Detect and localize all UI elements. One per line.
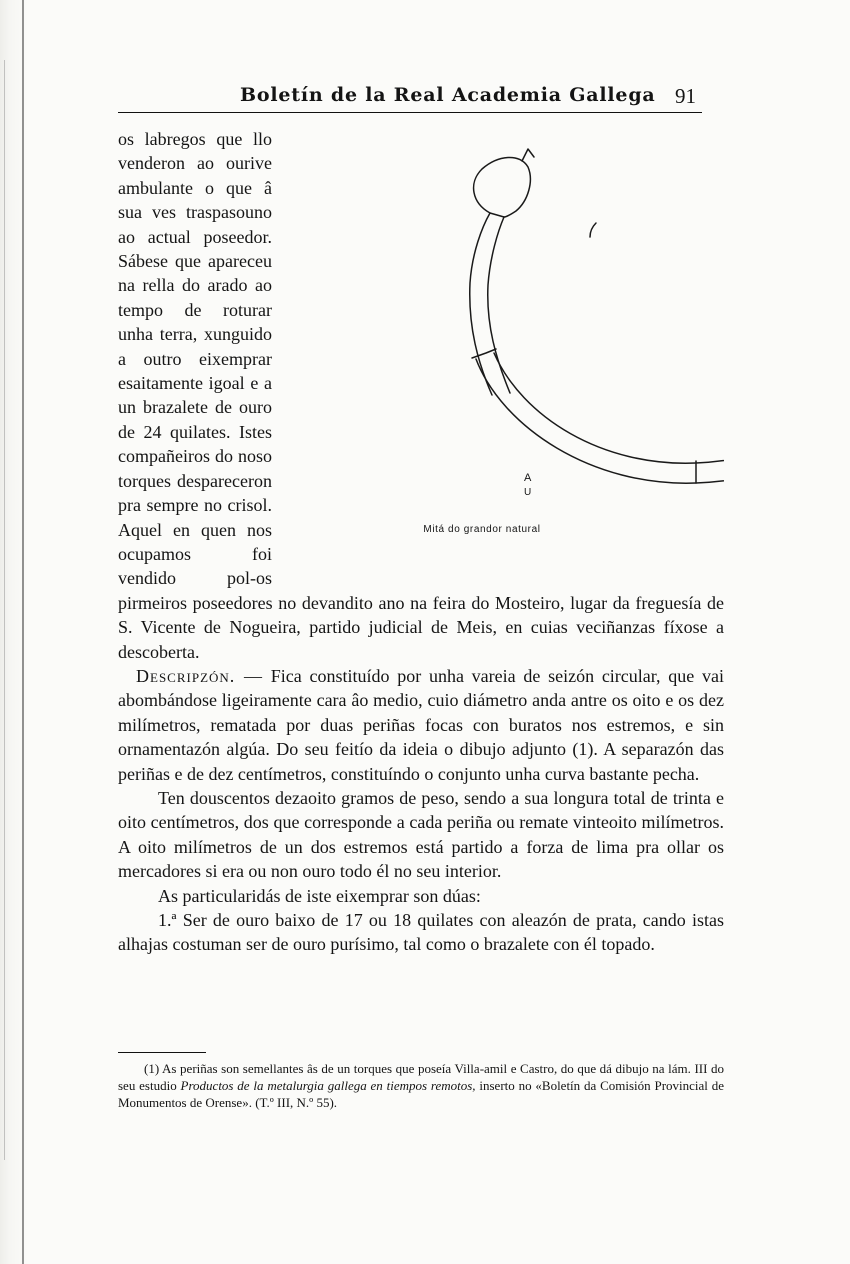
- header-rule: [118, 112, 702, 113]
- scan-binding-line: [22, 0, 24, 1264]
- footnote-marker: (1): [144, 1061, 160, 1076]
- list-number-1: 1.ª: [158, 910, 177, 930]
- torques-left-finial: [474, 157, 531, 217]
- paragraph-3: Ten douscentos dezaoito gramos de peso, sendo a sua longura total de trinta e oito centímetros, dos que corresponde a cada periña ou remate vinteoito milímetros. A oito milímetros de un dos estremos está partido a forza de lima pra ollar os mercadores si era ou non ouro todo él no seu interior.: [118, 787, 724, 882]
- torques-left-arm-inner: [488, 217, 510, 393]
- torques-left-finial-tip: [522, 149, 534, 161]
- list-item-1-text: Ser de ouro baixo de 17 ou 18 quilates con aleazón de prata, cando istas alhajas costuman ser de ouro purísimo, tal como o brazalete con él topado.: [118, 910, 724, 955]
- section-marker-b: U: [524, 487, 532, 498]
- torques-break-line: [472, 349, 496, 358]
- paragraph-4: As particularidás de iste eixemprar son dúas:: [158, 885, 481, 906]
- running-header-title: Boletín de la Real Academia Gallega: [240, 84, 656, 106]
- footnote-rule: [118, 1052, 206, 1053]
- torques-bottom-outer: [476, 359, 724, 483]
- paragraph-5: [118, 908, 724, 957]
- scan-edge-line: [4, 60, 5, 1160]
- paragraph-description: [118, 664, 724, 786]
- footnote-text-after: inserto no «Boletín da Comisión Provincial de Monumentos de Orense». (T.º III, N.º 55).: [118, 1078, 724, 1110]
- footnote: [118, 1060, 724, 1111]
- paragraph-2: Fica constituído por unha vareia de seizón circular, que vai abombándose ligeiramente cara âo medio, cuio diámetro anda antre os oito e os dez milímetros, rematada por duas periñas focas con buratos nos estremos, e sin ornamentazón algúa. Do seu feitío da ideia o dibujo adjunto (1). A separazón das periñas e de dez centímetros, constituíndo o conjunto unha curva bastante pecha.: [118, 665, 724, 784]
- footnote-work-title: Productos de la metalurgia gallega en tiempos remotos,: [180, 1078, 476, 1093]
- description-label: Descripzón. —: [136, 665, 264, 686]
- paragraph-1: os labregos que llo venderon ao ourive ambulante o que â sua ves traspasouno ao actual poseedor. Sábese que apareceu na rella do arado ao tempo de roturar unha terra, xunguido a outro eixemprar esaitamente igoal e a un brazalete de ouro de 24 quilates. Istes compañeiros do noso torques despareceron pra sempre no crisol. Aquel en quen nos ocupamos foi vendido pol-os pirmeiros poseedores no devandito ano na feira do Mosteiro, lugar da freguesía de S. Vicente de Nogueira, partido judicial de Meis, en cuias veciñanzas fíxose a descoberta.: [118, 129, 724, 662]
- section-marker-a: A: [524, 472, 532, 484]
- stray-pen-mark: [590, 223, 596, 237]
- footnote-text-before: As periñas son semellantes âs de un torques que poseía Villa-amil e Castro, do que dá dibujo na lám. III do seu estudio: [118, 1061, 724, 1093]
- torques-figure: [272, 127, 724, 559]
- figure-caption: Mitá do grandor natural: [423, 524, 541, 535]
- body-text: [118, 127, 724, 957]
- page-number: 91: [675, 84, 696, 108]
- torques-drawing: [272, 127, 724, 559]
- torques-bottom-inner: [494, 353, 724, 463]
